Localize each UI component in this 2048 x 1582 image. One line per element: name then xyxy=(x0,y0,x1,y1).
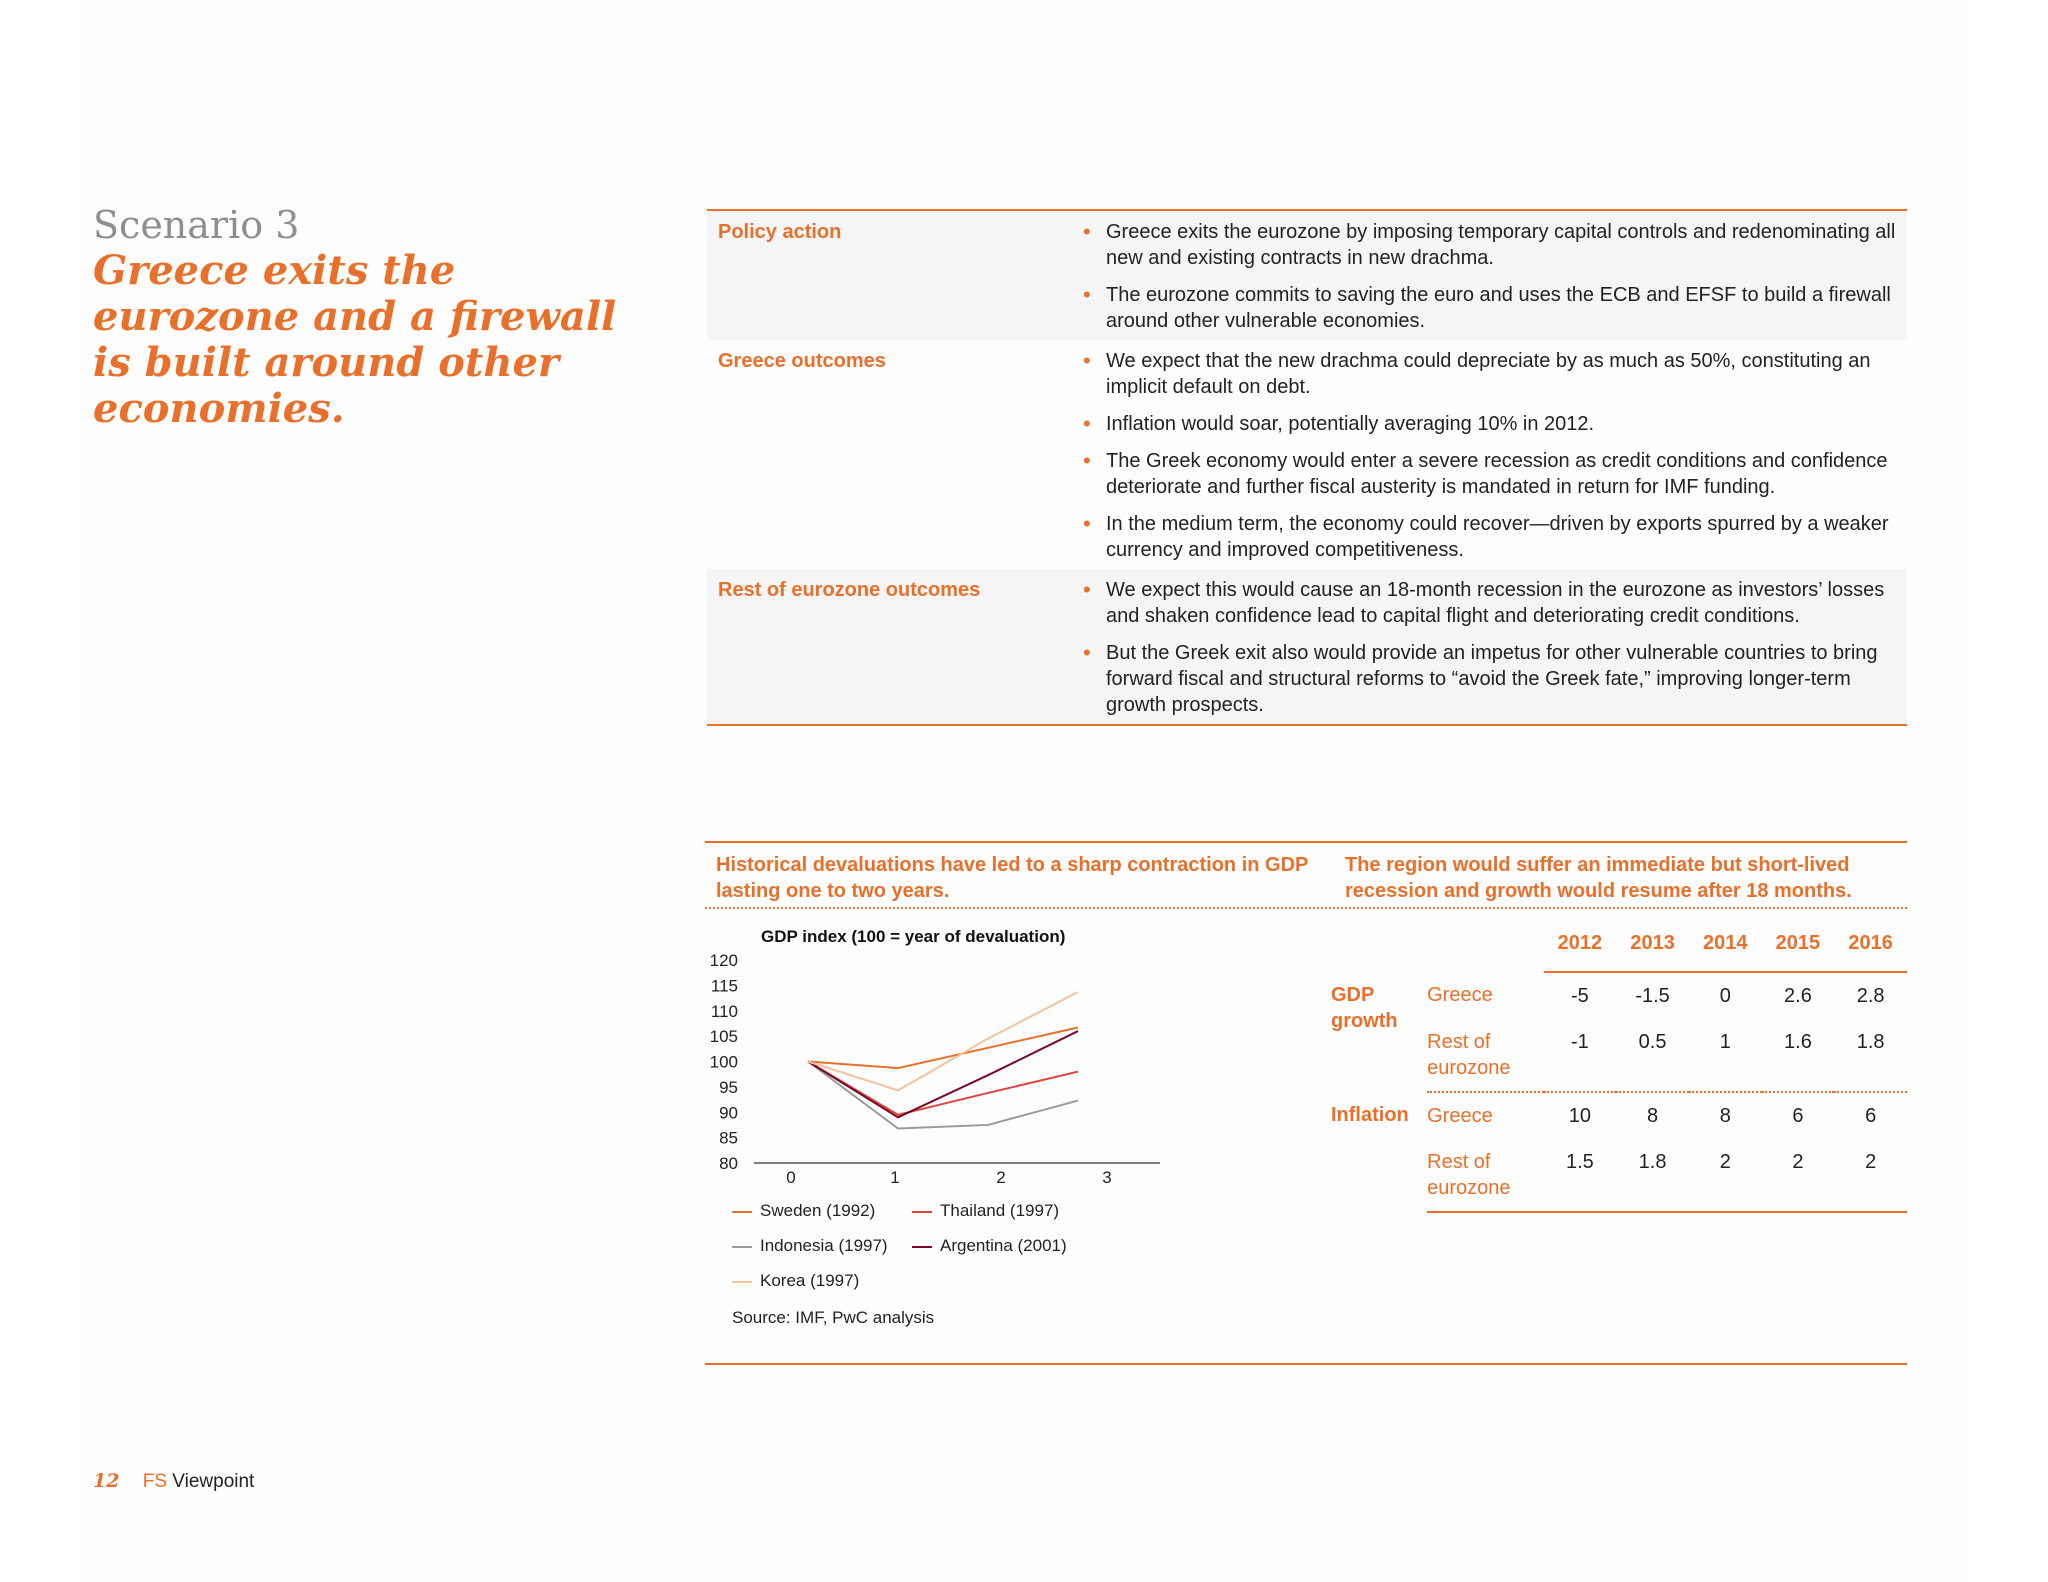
legend-label: Indonesia (1997) xyxy=(760,1236,888,1255)
group-label: Inflation xyxy=(1331,1104,1409,1126)
region-label: Rest of eurozone xyxy=(1427,1139,1543,1212)
legend-item xyxy=(732,1236,888,1256)
y-tick-label: 85 xyxy=(719,1128,738,1148)
table-cell: 8 xyxy=(1647,1105,1659,1127)
table-cell: 10 xyxy=(1568,1105,1592,1127)
x-tick-label: 2 xyxy=(996,1168,1006,1187)
region-label: Greece xyxy=(1427,984,1493,1006)
y-tick-label: 100 xyxy=(709,1052,738,1072)
table-cell: 1.8 xyxy=(1834,1019,1907,1092)
policy-row-policy-action xyxy=(707,211,1907,340)
publication-prefix: FS xyxy=(142,1471,168,1492)
scenario-title: Greece exits the eurozone and a firewall is built around other economies. xyxy=(93,247,617,432)
policy-row-heading: Greece outcomes xyxy=(718,350,886,372)
bullet-item: • Greece exits the eurozone by imposing temporary capital controls and redenominating all new and existing contracts in new drachma. xyxy=(1083,219,1897,271)
policy-row-heading: Rest of eurozone outcomes xyxy=(718,579,981,601)
table-cell: 2.6 xyxy=(1784,985,1812,1007)
table-cell: -1 xyxy=(1544,1019,1617,1092)
table-cell: 6 xyxy=(1792,1105,1804,1127)
legend-swatch xyxy=(732,1211,752,1213)
table-cell: 0 xyxy=(1719,985,1731,1007)
year-header: 2014 xyxy=(1689,918,1762,972)
table-cell: -1.5 xyxy=(1635,985,1670,1007)
series-line-korea-1997 xyxy=(808,992,1078,1090)
legend-label: Thailand (1997) xyxy=(940,1201,1060,1220)
table-cell: 2.8 xyxy=(1856,985,1885,1007)
legend-swatch xyxy=(732,1246,752,1248)
y-tick-label: 80 xyxy=(719,1154,738,1173)
legend-label: Sweden (1992) xyxy=(760,1201,876,1220)
y-tick-label: 120 xyxy=(709,951,738,970)
chart-svg xyxy=(705,918,1345,1208)
legend-swatch xyxy=(912,1211,932,1213)
table-cell: 1.8 xyxy=(1616,1139,1689,1212)
table-header-blank xyxy=(1427,918,1543,972)
scenario-label: Scenario 3 xyxy=(93,203,300,247)
legend-swatch xyxy=(732,1281,752,1283)
bullet-item: • In the medium term, the economy could recover—driven by exports spurred by a weaker currency and improved competitiveness. xyxy=(1083,511,1897,563)
policy-table xyxy=(707,209,1907,726)
table-cell: 0.5 xyxy=(1616,1019,1689,1092)
table-cell: 2 xyxy=(1834,1139,1907,1212)
policy-row-rest-of-eurozone xyxy=(707,569,1907,724)
table-cell: 6 xyxy=(1865,1105,1877,1127)
gdp-index-chart xyxy=(705,918,1345,1358)
legend-item xyxy=(912,1201,1059,1221)
bullet-item: • The eurozone commits to saving the euro and uses the ECB and EFSF to build a firewall around other vulnerable economies. xyxy=(1083,282,1897,334)
table-cell: 2 xyxy=(1762,1139,1835,1212)
y-tick-label: 105 xyxy=(709,1027,738,1047)
table-heading: The region would suffer an immediate but short-lived recession and growth would resume after 18 months. xyxy=(1345,854,1852,902)
region-label: Greece xyxy=(1427,1105,1493,1127)
table-cell: -5 xyxy=(1571,985,1589,1007)
policy-row-heading: Policy action xyxy=(718,221,842,243)
dotted-divider xyxy=(705,907,1907,909)
bullet-item: • But the Greek exit also would provide an impetus for other vulnerable countries to bring forward fiscal and structural reforms to “avoid the Greek fate,” improving longer-term growth prospects. xyxy=(1083,640,1897,718)
x-tick-label: 0 xyxy=(786,1168,796,1187)
bullet-item: • Inflation would soar, potentially averaging 10% in 2012. xyxy=(1083,411,1897,437)
x-tick-label: 3 xyxy=(1102,1168,1112,1187)
series-line-thailand-1997 xyxy=(808,1062,1078,1115)
legend-item xyxy=(732,1271,859,1291)
table-row xyxy=(1321,1092,1907,1139)
table-cell: 2 xyxy=(1689,1139,1762,1212)
x-tick-label: 1 xyxy=(890,1168,900,1187)
chart-source: Source: IMF, PwC analysis xyxy=(732,1308,935,1327)
table-cell: 8 xyxy=(1719,1105,1731,1127)
table-row xyxy=(1321,972,1907,1019)
bullet-item: • We expect that the new drachma could depreciate by as much as 50%, constituting an implicit default on debt. xyxy=(1083,348,1897,400)
year-header: 2016 xyxy=(1834,918,1907,972)
legend-label: Korea (1997) xyxy=(760,1271,860,1290)
legend-item xyxy=(732,1201,875,1221)
series-line-indonesia-1997 xyxy=(808,1062,1078,1129)
policy-row-greece-outcomes xyxy=(707,340,1907,569)
y-tick-label: 115 xyxy=(710,976,738,996)
table-cell: 1.5 xyxy=(1544,1139,1617,1212)
y-tick-label: 95 xyxy=(719,1077,738,1097)
page-number: 12 xyxy=(93,1470,120,1492)
forecast-table xyxy=(1321,918,1907,1213)
y-tick-label: 110 xyxy=(710,1001,738,1021)
exhibit-block xyxy=(705,841,1907,1365)
bullet-item: • We expect this would cause an 18-month recession in the eurozone as investors’ losses and shaken confidence lead to capital flight and deteriorating credit conditions. xyxy=(1083,577,1897,629)
chart-title: GDP index (100 = year of devaluation) xyxy=(761,927,1066,946)
table-cell: 1.6 xyxy=(1762,1019,1835,1092)
group-label: GDP growth xyxy=(1331,984,1398,1032)
table-header-blank xyxy=(1321,918,1427,972)
year-header: 2012 xyxy=(1544,918,1617,972)
year-header: 2013 xyxy=(1616,918,1689,972)
series-line-sweden-1992 xyxy=(808,1027,1078,1068)
region-label: Rest of eurozone xyxy=(1427,1019,1543,1092)
publication-name: Viewpoint xyxy=(172,1471,255,1492)
y-tick-label: 90 xyxy=(719,1103,738,1123)
legend-swatch xyxy=(912,1246,932,1248)
table-header-row xyxy=(1321,918,1907,972)
table-cell: 1 xyxy=(1689,1019,1762,1092)
bullet-item: • The Greek economy would enter a severe recession as credit conditions and confidence deteriorate and further fiscal austerity is mandated in return for IMF funding. xyxy=(1083,448,1897,500)
page-footer xyxy=(93,1470,254,1493)
legend-label: Argentina (2001) xyxy=(940,1236,1067,1255)
year-header: 2015 xyxy=(1762,918,1835,972)
legend-item xyxy=(912,1236,1067,1256)
chart-heading: Historical devaluations have led to a sharp contraction in GDP lasting one to two years. xyxy=(716,854,1309,902)
